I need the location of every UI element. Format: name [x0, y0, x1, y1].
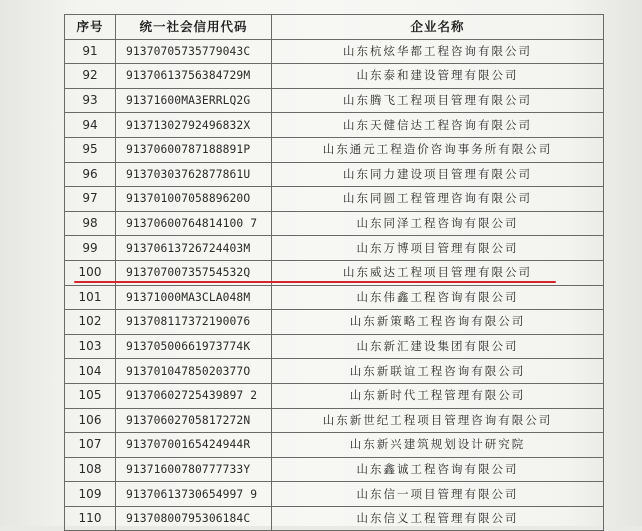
row-credit-code: 91371600780777733Y: [116, 457, 272, 482]
row-company-name: 山东万博项目管理有限公司: [272, 236, 604, 261]
row-serial-number: 107: [65, 433, 116, 458]
row-serial-number: 102: [65, 310, 116, 335]
row-credit-code: 91371000MA3CLA048M: [116, 285, 272, 310]
row-serial-number: 110: [65, 506, 116, 531]
table-row: [65, 137, 604, 162]
row-serial-number: 95: [65, 137, 116, 162]
row-credit-code: 91370613756384729M: [116, 64, 272, 89]
table-header-row: [65, 15, 604, 40]
row-credit-code: 91370700165424944R: [116, 433, 272, 458]
table-body: [65, 39, 604, 531]
row-credit-code: 91371600MA3ERRLQ2G: [116, 88, 272, 113]
row-serial-number: 101: [65, 285, 116, 310]
row-serial-number: 99: [65, 236, 116, 261]
row-credit-code: 91370600764814100 7: [116, 211, 272, 236]
row-serial-number: 105: [65, 383, 116, 408]
row-company-name: 山东同力建设项目管理有限公司: [272, 162, 604, 187]
table-row: [65, 187, 604, 212]
row-serial-number: 104: [65, 359, 116, 384]
row-company-name: 山东同泽工程咨询有限公司: [272, 211, 604, 236]
row-company-name: 山东天健信达工程咨询有限公司: [272, 113, 604, 138]
enterprise-table: [64, 14, 604, 531]
table-row: [65, 88, 604, 113]
highlight-underline: [74, 281, 556, 283]
row-company-name: 山东新汇建设集团有限公司: [272, 334, 604, 359]
row-company-name: 山东杭炫华都工程咨询有限公司: [272, 39, 604, 64]
row-credit-code: 91370705735779043C: [116, 39, 272, 64]
row-credit-code: 91370303762877861U: [116, 162, 272, 187]
table-row: [65, 211, 604, 236]
table-row: [65, 383, 604, 408]
table-row: [65, 39, 604, 64]
row-credit-code: 91370602725439897 2: [116, 383, 272, 408]
row-serial-number: 93: [65, 88, 116, 113]
row-credit-code: 913708117372190076: [116, 310, 272, 335]
header-serial-number: 序号: [65, 15, 116, 40]
table-row: [65, 408, 604, 433]
row-credit-code: 91370800795306184C: [116, 506, 272, 531]
table-row: [65, 506, 604, 531]
table-row: [65, 64, 604, 89]
table-row: [65, 310, 604, 335]
row-serial-number: 91: [65, 39, 116, 64]
row-company-name: 山东新世纪工程项目管理咨询有限公司: [272, 408, 604, 433]
row-credit-code: 91370700735754532Q: [116, 260, 272, 285]
row-credit-code: 91370500661973774K: [116, 334, 272, 359]
row-company-name: 山东腾飞工程项目管理有限公司: [272, 88, 604, 113]
table-row: [65, 482, 604, 507]
row-serial-number: 100: [65, 260, 116, 285]
table-row: [65, 359, 604, 384]
row-serial-number: 98: [65, 211, 116, 236]
table-row: [65, 113, 604, 138]
table-row: [65, 433, 604, 458]
row-serial-number: 94: [65, 113, 116, 138]
row-company-name: 山东新策略工程咨询有限公司: [272, 310, 604, 335]
table-row: [65, 285, 604, 310]
row-credit-code: 91370104785020377O: [116, 359, 272, 384]
row-serial-number: 103: [65, 334, 116, 359]
row-credit-code: 91370613726724403M: [116, 236, 272, 261]
table-row: [65, 162, 604, 187]
row-credit-code: 91370600787188891P: [116, 137, 272, 162]
row-company-name: 山东同圆工程管理咨询有限公司: [272, 187, 604, 212]
row-credit-code: 91370613730654997 9: [116, 482, 272, 507]
table-row: [65, 236, 604, 261]
row-credit-code: 91371302792496832X: [116, 113, 272, 138]
row-serial-number: 108: [65, 457, 116, 482]
table-row: [65, 457, 604, 482]
row-serial-number: 97: [65, 187, 116, 212]
row-serial-number: 106: [65, 408, 116, 433]
row-company-name: 山东新联谊工程咨询有限公司: [272, 359, 604, 384]
row-company-name: 山东伟鑫工程咨询有限公司: [272, 285, 604, 310]
row-company-name: 山东新兴建筑规划设计研究院: [272, 433, 604, 458]
row-serial-number: 109: [65, 482, 116, 507]
row-serial-number: 96: [65, 162, 116, 187]
row-company-name: 山东通元工程造价咨询事务所有限公司: [272, 137, 604, 162]
table-row: [65, 334, 604, 359]
row-credit-code: 91370602705817272N: [116, 408, 272, 433]
row-company-name: 山东信一项目管理有限公司: [272, 482, 604, 507]
row-company-name: 山东威达工程项目管理有限公司: [272, 260, 604, 285]
row-credit-code: 91370100705889620O: [116, 187, 272, 212]
row-company-name: 山东新时代工程管理有限公司: [272, 383, 604, 408]
row-company-name: 山东泰和建设管理有限公司: [272, 64, 604, 89]
header-company-name: 企业名称: [272, 15, 604, 40]
row-serial-number: 92: [65, 64, 116, 89]
row-company-name: 山东鑫诚工程咨询有限公司: [272, 457, 604, 482]
header-credit-code: 统一社会信用代码: [116, 15, 272, 40]
row-company-name: 山东信义工程管理有限公司: [272, 506, 604, 531]
